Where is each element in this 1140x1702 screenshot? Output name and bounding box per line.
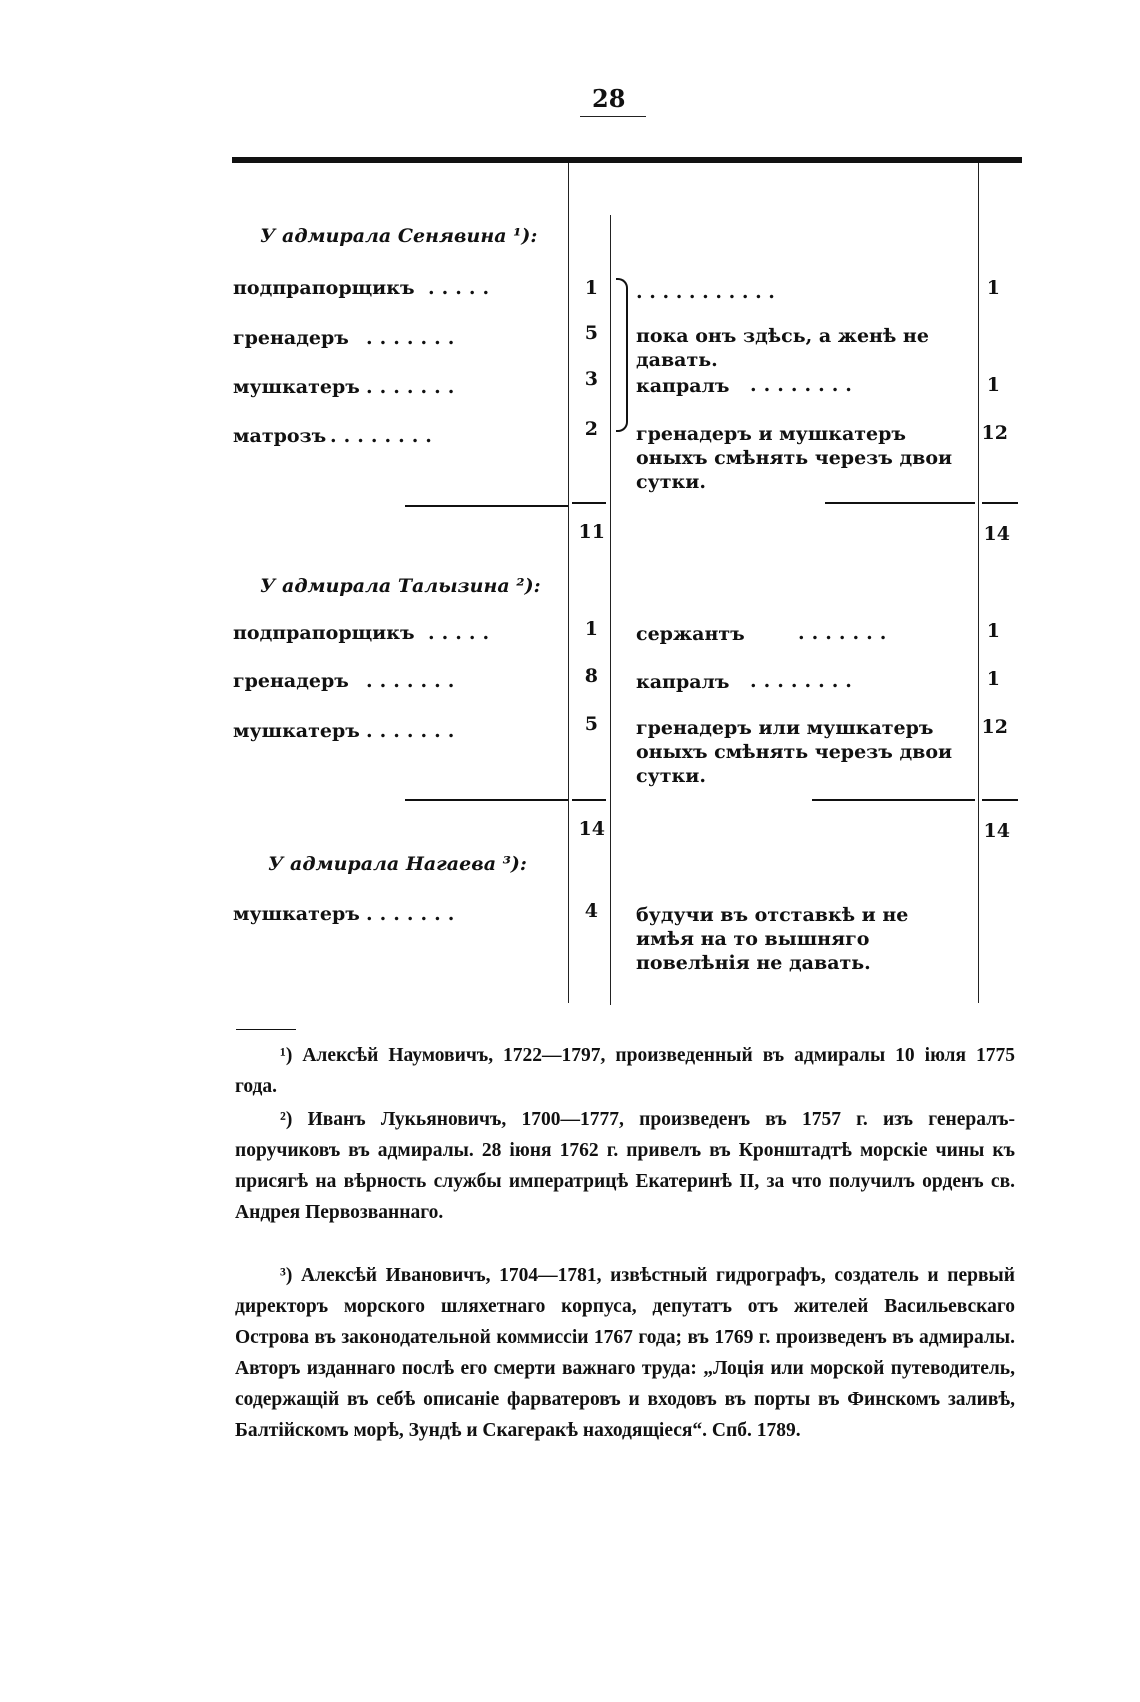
row-label: гренадеръ [233, 327, 349, 349]
section-heading: У адмирала Нагаева ³): [268, 853, 527, 875]
row-count: 5 [584, 713, 598, 735]
row-label: матрозъ [233, 425, 327, 447]
row-label: мушкатеръ [233, 376, 360, 398]
page-number-underline [580, 116, 646, 117]
leader-dots: ....... [366, 903, 462, 925]
subtotal-rule [572, 799, 606, 801]
row-note: капралъ [636, 671, 730, 693]
row-note: будучи въ отставкѣ и не имѣя на то вышняго повелѣнія не давать. [636, 904, 909, 974]
row-note: гренадеръ или мушкатеръ оныхъ смѣнять черезъ двои сутки. [636, 717, 953, 787]
note-count: 1 [986, 668, 1000, 690]
note-total: 14 [983, 820, 1010, 842]
row-count: 8 [584, 665, 598, 687]
brace [616, 278, 628, 432]
row-label: мушкатеръ [233, 720, 360, 742]
row-label: подпрапорщикъ [233, 622, 415, 644]
page-number: 28 [592, 84, 626, 113]
leader-dots: ..... [428, 277, 497, 299]
footnote: ³) Алексѣй Ивановичъ, 1704—1781, извѣстный гидрографъ, создатель и первый директоръ морского шляхетнаго корпуса, депутатъ отъ жителей Васильевскаго Острова въ законодательной коммиссіи 1767 года; въ 1769 г. произведенъ въ адмиралы. Авторъ изданнаго послѣ его смерти важнаго труда: „Лоція или морской путеводитель, содержащій въ себѣ описаніе фарватеровъ и входовъ въ порты въ Финскомъ заливѣ, Балтійскомъ морѣ, Зундѣ и Скагеракѣ находящіеся“. Спб. 1789. [235, 1265, 1015, 1441]
subtotal-rule [982, 502, 1018, 504]
section-heading: У адмирала Талызина ²): [260, 575, 541, 597]
leader-dots: ........ [750, 670, 859, 692]
subtotal-rule [812, 799, 975, 801]
row-count: 5 [584, 322, 598, 344]
row-label: подпрапорщикъ [233, 277, 415, 299]
column-rule-mid [610, 215, 611, 1005]
leader-dots: ....... [366, 327, 462, 349]
leader-dots: ........ [750, 374, 859, 396]
note-count: 1 [986, 374, 1000, 396]
row-count: 4 [584, 900, 598, 922]
subtotal-rule [405, 799, 568, 801]
row-count: 1 [584, 277, 598, 299]
note-count: 1 [986, 277, 1000, 299]
footnote-separator [236, 1029, 296, 1030]
subtotal-rule [825, 502, 975, 504]
row-count: 3 [584, 368, 598, 390]
section-heading: У адмирала Сенявина ¹): [260, 225, 538, 247]
section-total: 14 [578, 818, 605, 840]
footnote: ¹) Алексѣй Наумовичъ, 1722—1797, произведенный въ адмиралы 10 іюля 1775 года. [235, 1045, 1015, 1097]
row-label: гренадеръ [233, 670, 349, 692]
subtotal-rule [405, 505, 568, 507]
row-note: гренадеръ и мушкатеръ оныхъ смѣнять черезъ двои сутки. [636, 423, 953, 493]
row-count: 1 [584, 618, 598, 640]
row-note: пока онъ здѣсь, а женѣ не давать. [636, 325, 929, 371]
subtotal-rule [982, 799, 1018, 801]
leader-dots: ..... [428, 622, 497, 644]
leader-dots: ........ [330, 425, 439, 447]
row-note: капралъ [636, 375, 730, 397]
note-count: 12 [981, 422, 1008, 444]
row-count: 2 [584, 418, 598, 440]
leader-dots: ....... [798, 622, 894, 644]
row-note: . . . . . . . . . . . [636, 281, 775, 303]
table-top-rule [232, 157, 1022, 163]
subtotal-rule [572, 502, 606, 504]
note-total: 14 [983, 523, 1010, 545]
leader-dots: ....... [366, 670, 462, 692]
note-count: 12 [981, 716, 1008, 738]
row-note: сержантъ [636, 623, 745, 645]
row-label: мушкатеръ [233, 903, 360, 925]
note-count: 1 [986, 620, 1000, 642]
footnote: ²) Иванъ Лукьяновичъ, 1700—1777, произведенъ въ 1757 г. изъ генералъ-поручиковъ въ адмиралы. 28 іюня 1762 г. привелъ въ Кронштадтѣ морскіе чины къ присягѣ на вѣрность службы императрицѣ Екатеринѣ II, за что получилъ орденъ св. Андрея Первозваннаго. [235, 1109, 1015, 1223]
leader-dots: ....... [366, 720, 462, 742]
leader-dots: ....... [366, 376, 462, 398]
section-total: 11 [578, 521, 605, 543]
